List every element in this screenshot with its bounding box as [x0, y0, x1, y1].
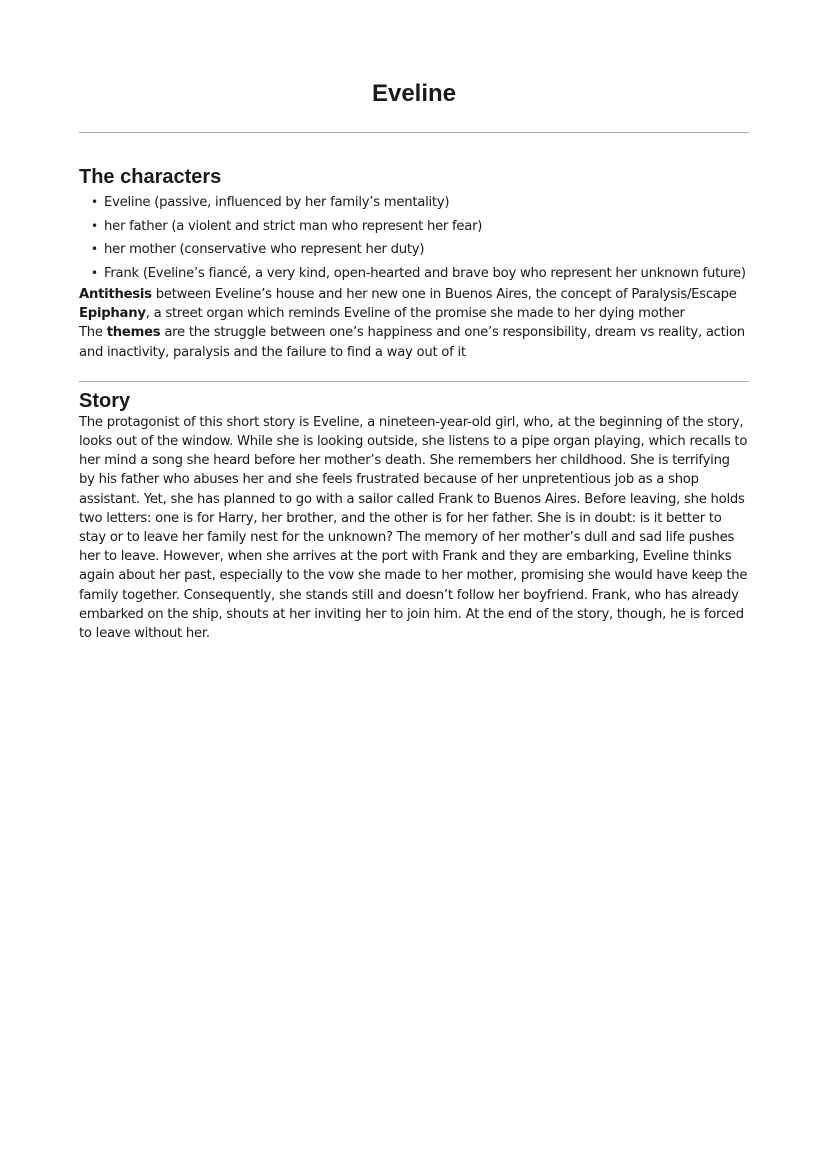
epiphany-text: , a street organ which reminds Eveline of the promise she made to her dying mother	[145, 306, 685, 322]
characters-heading: The characters	[79, 166, 222, 188]
antithesis-term: Antithesis	[79, 287, 152, 302]
epiphany-paragraph	[79, 304, 749, 323]
list-item: • Eveline (passive, influenced by her family’s mentality)	[91, 191, 749, 215]
themes-prefix: The	[79, 325, 107, 341]
bullet-icon: •	[91, 242, 98, 256]
bullet-icon: •	[91, 265, 98, 280]
document-page	[79, 0, 749, 643]
themes-term: themes	[106, 325, 161, 341]
story-paragraph: The protagonist of this short story is Eveline, a nineteen-year-old girl, who, at the beginning of the story, looks out of the window. While she is looking outside, she listens to a pipe organ playing, which recalls to her mind a song she heard before her mother’s death. She remembers her childhood. She is terrifying by his father who abuses her and she feels frustrated because of her unpretentious job as a shop assistant. Yet, she has planned to go with a sailor called Frank to Buenos Aires. Before leaving, she holds two letters: one is for Harry, her brother, and the other is for her father. She is in doubt: is it better to stay or to leave her family nest for the unknown? The memory of her mother’s dull and sad life pushes her to leave. However, when she arrives at the port with Frank and they are embarking, Eveline thinks again about her past, especially to the vow she made to her mother, promising she would have keep the family together. Consequently, she stands still and doesn’t follow her boyfriend. Frank, who has already embarked on the ship, shouts at her inviting her to join him. At the end of the story, though, he is forced to leave without her.	[79, 414, 748, 642]
characters-list	[79, 191, 749, 285]
list-item: • Frank (Eveline’s fiancé, a very kind, open-hearted and brave boy who represent her unknown future)	[91, 262, 749, 286]
themes-text: are the struggle between one’s happiness and one’s responsibility, dream vs reality, action and inactivity, paralysis and the failure to find a way out of it	[79, 325, 745, 360]
document-title: Eveline	[371, 80, 457, 107]
story-heading: Story	[79, 389, 131, 412]
antithesis-paragraph	[79, 285, 749, 304]
bullet-icon: •	[91, 218, 98, 233]
themes-paragraph	[79, 323, 749, 361]
title-divider	[79, 132, 749, 133]
bullet-icon: •	[91, 195, 98, 209]
epiphany-term: Epiphany	[79, 306, 146, 322]
antithesis-text: between Eveline’s house and her new one in Buenos Aires, the concept of Paralysis/Escape	[151, 287, 737, 302]
list-item: • her father (a violent and strict man who represent her fear)	[91, 215, 749, 239]
section-divider	[79, 381, 749, 382]
list-item: • her mother (conservative who represent her duty)	[91, 238, 749, 262]
